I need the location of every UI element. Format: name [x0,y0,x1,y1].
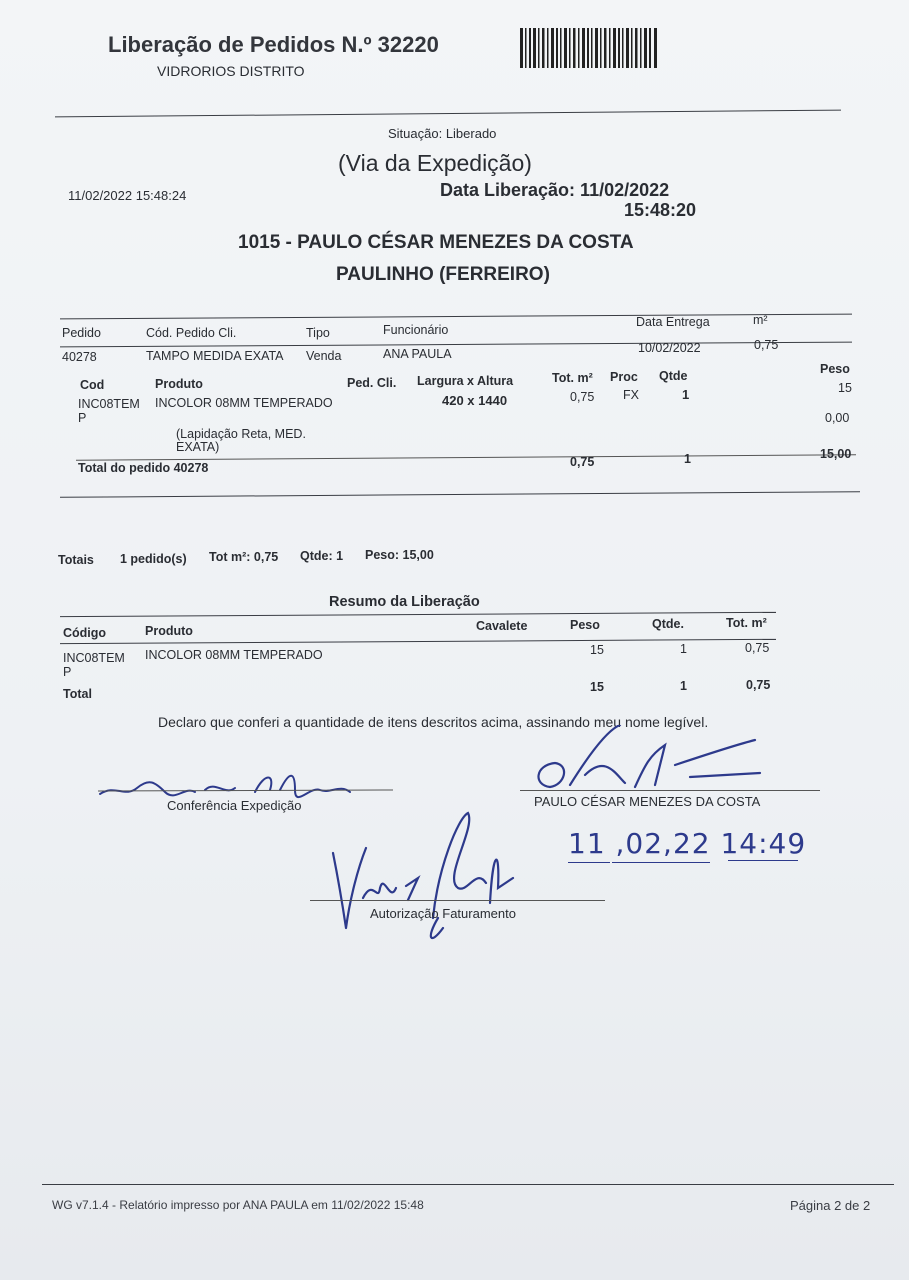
order-total-label: Total do pedido 40278 [78,461,209,475]
item-header-peso: Peso [820,362,850,376]
item-produto: INCOLOR 08MM TEMPERADO [155,396,333,410]
col-header-funcionario: Funcionário [383,323,449,337]
autorizacao-signature [318,808,528,948]
item-proc: FX [623,388,639,402]
totals-qtde: Qtde: 1 [300,549,344,563]
totals-peso: Peso: 15,00 [365,548,434,562]
document-title: Liberação de Pedidos N.º 32220 [108,32,439,57]
resumo-total-label: Total [63,687,92,701]
order-table-header-rule [60,342,852,348]
resumo-header-peso: Peso [570,618,600,632]
resumo-codigo-line2: P [63,665,72,679]
resumo-codigo-line1: INC08TEM [63,651,125,665]
item-obs-line2: EXATA) [176,440,220,454]
footer-rule [42,1184,894,1185]
autorizacao-sign-line [310,900,605,901]
item-peso: 15 [838,381,852,395]
resumo-tot-m2: 0,75 [745,641,770,655]
resumo-header-produto: Produto [145,624,193,638]
item-header-largura-altura: Largura x Altura [417,374,514,388]
data-liberacao: Data Liberação: 11/02/2022 [440,180,670,200]
resumo-produto: INCOLOR 08MM TEMPERADO [145,648,323,662]
item-tot-m2: 0,75 [570,390,595,404]
resumo-total-tot-m2: 0,75 [746,678,771,692]
order-total-qtde: 1 [684,452,691,466]
resumo-qtde: 1 [680,642,687,656]
order-pedido: 40278 [62,350,97,364]
order-table-top-rule [60,314,852,320]
company-name: VIDRORIOS DISTRITO [157,63,305,79]
cliente-signature-label: PAULO CÉSAR MENEZES DA COSTA [534,794,761,809]
date-underline-month-year [612,862,710,863]
item-qtde: 1 [682,387,690,402]
item-header-proc: Proc [610,370,638,384]
item-header-ped-cli: Ped. Cli. [347,376,397,390]
item-header-tot-m2: Tot. m² [552,371,593,385]
order-total-peso: 15,00 [820,447,852,461]
item-header-qtde: Qtde [659,369,688,383]
conferencia-signature [95,762,355,802]
item-largura-altura: 420 x 1440 [442,393,508,408]
resumo-header-tot-m2: Tot. m² [726,616,767,630]
order-total-rule [76,454,856,460]
footer-printed-by: WG v7.1.4 - Relatório impresso por ANA PAULA em 11/02/2022 15:48 [52,1198,424,1212]
barcode-icon [520,28,658,68]
resumo-header-cavalete: Cavalete [476,619,528,633]
col-header-m2: m² [753,313,768,327]
totals-label: Totais [58,553,94,567]
header-divider [55,110,841,118]
resumo-header-qtde: Qtde. [652,617,684,631]
order-table-bottom-rule [60,491,860,498]
printed-datetime: 11/02/2022 15:48:24 [68,188,187,203]
totals-tot-m2: Tot m²: 0,75 [209,550,279,564]
resumo-total-qtde: 1 [680,679,687,693]
handwritten-date: 11 ,02,22 14:49 [568,827,807,860]
order-m2: 0,75 [754,338,779,352]
cliente-sign-line [520,790,820,791]
client-name: 1015 - PAULO CÉSAR MENEZES DA COSTA [238,232,634,253]
order-tipo: Venda [306,349,342,363]
order-data-entrega: 10/02/2022 [638,341,701,355]
totals-pedidos: 1 pedido(s) [120,552,187,566]
item-obs-line1: (Lapidação Reta, MED. [176,427,306,441]
situacao-text: Situação: Liberado [388,126,497,141]
order-total-tot-m2: 0,75 [570,455,595,469]
data-liberacao-time: 15:48:20 [624,200,697,220]
autorizacao-label: Autorização Faturamento [370,906,516,921]
resumo-total-peso: 15 [590,680,604,694]
order-funcionario: ANA PAULA [383,347,452,361]
resumo-header-rule [60,639,776,644]
col-header-cod-pedido-cli: Cód. Pedido Cli. [146,326,237,340]
client-nickname: PAULINHO (FERREIRO) [336,264,550,285]
col-header-data-entrega: Data Entrega [636,315,710,329]
declaration-text: Declaro que conferi a quantidade de itens descritos acima, assinando meu nome legível. [158,714,709,730]
item-header-cod: Cod [80,378,105,392]
item-peso-2: 0,00 [825,411,850,425]
item-cod-line1: INC08TEM [78,397,140,411]
order-cod-pedido-cli: TAMPO MEDIDA EXATA [146,349,284,363]
col-header-tipo: Tipo [306,326,330,340]
date-underline-day [568,862,610,863]
date-underline-time [728,860,798,861]
via-label: (Via da Expedição) [338,150,532,176]
item-cod-line2: P [78,411,87,425]
item-header-produto: Produto [155,377,203,391]
resumo-header-codigo: Código [63,626,107,640]
col-header-pedido: Pedido [62,326,101,340]
resumo-title: Resumo da Liberação [329,594,480,610]
conferencia-label: Conferência Expedição [167,798,302,813]
footer-page-number: Página 2 de 2 [790,1198,871,1213]
resumo-peso: 15 [590,643,604,657]
